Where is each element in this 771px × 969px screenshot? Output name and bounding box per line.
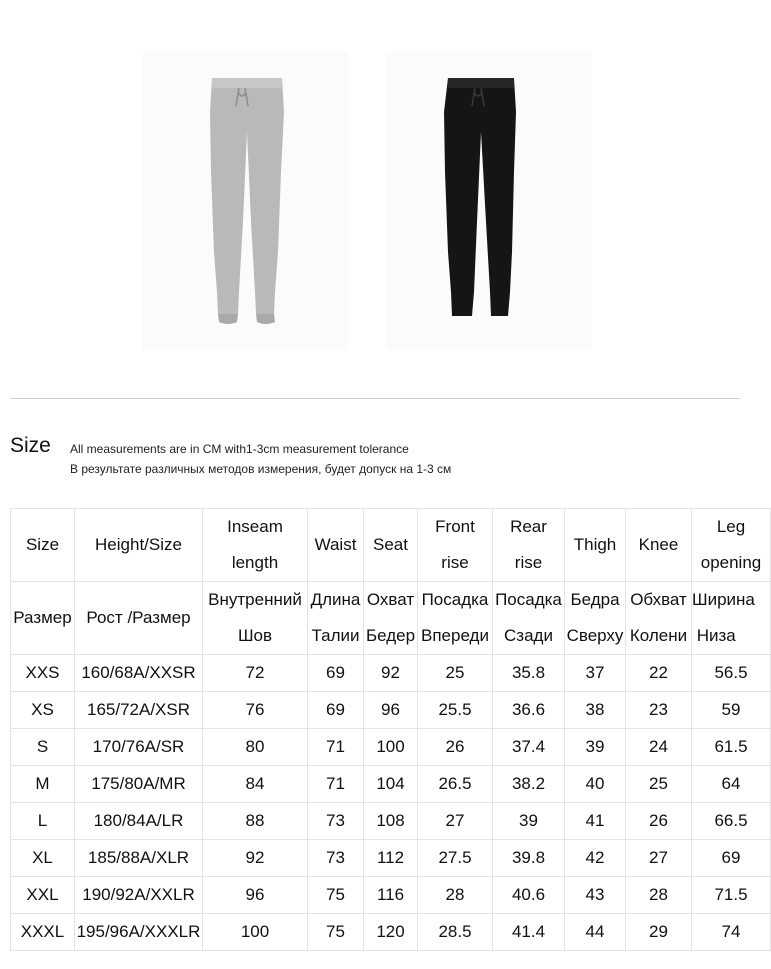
header-cell: Rear rise — [493, 509, 565, 582]
header-cell: Посадка Впереди — [418, 582, 493, 655]
header-cell: Seat — [364, 509, 418, 582]
header-cell: Leg opening — [692, 509, 771, 582]
header-cell: Front rise — [418, 509, 493, 582]
table-cell: 72 — [203, 655, 308, 692]
table-cell: 24 — [626, 729, 692, 766]
table-cell: 23 — [626, 692, 692, 729]
table-cell: 43 — [565, 877, 626, 914]
table-row — [11, 877, 771, 914]
header-cell: Ширина Низа — [692, 582, 771, 655]
table-cell: 75 — [308, 877, 364, 914]
measurement-note-ru: В результате различных методов измерения, будет допуск на 1-3 см — [70, 462, 452, 476]
table-cell: 69 — [308, 655, 364, 692]
table-cell: 71 — [308, 766, 364, 803]
table-row — [11, 914, 771, 951]
table-cell: 56.5 — [692, 655, 771, 692]
table-cell: 27 — [626, 840, 692, 877]
table-cell: 73 — [308, 840, 364, 877]
table-cell: 25 — [626, 766, 692, 803]
header-cell: Рост /Размер — [75, 582, 203, 655]
table-cell: 74 — [692, 914, 771, 951]
size-title: Size — [10, 434, 51, 457]
table-cell: 104 — [364, 766, 418, 803]
size-label-cell: M — [11, 766, 75, 803]
table-cell: 75 — [308, 914, 364, 951]
table-cell: 92 — [203, 840, 308, 877]
table-cell: 96 — [203, 877, 308, 914]
table-cell: 180/84A/LR — [75, 803, 203, 840]
table-cell: 59 — [692, 692, 771, 729]
table-cell: 37.4 — [493, 729, 565, 766]
table-cell: 28 — [626, 877, 692, 914]
table-cell: 29 — [626, 914, 692, 951]
table-cell: 175/80A/MR — [75, 766, 203, 803]
header-cell: Длина Талии — [308, 582, 364, 655]
table-cell: 25 — [418, 655, 493, 692]
header-cell: Thigh — [565, 509, 626, 582]
table-cell: 76 — [203, 692, 308, 729]
size-label-cell: XXL — [11, 877, 75, 914]
table-cell: 40 — [565, 766, 626, 803]
table-cell: 26 — [418, 729, 493, 766]
table-cell: 27.5 — [418, 840, 493, 877]
table-row — [11, 655, 771, 692]
table-cell: 165/72A/XSR — [75, 692, 203, 729]
table-cell: 22 — [626, 655, 692, 692]
header-cell: Height/Size — [75, 509, 203, 582]
table-cell: 108 — [364, 803, 418, 840]
table-cell: 36.6 — [493, 692, 565, 729]
header-row-ru — [11, 582, 771, 655]
measurement-note-en: All measurements are in CM with1-3cm measurement tolerance — [70, 442, 409, 456]
black-pants-image — [386, 52, 592, 350]
table-cell: 26 — [626, 803, 692, 840]
table-cell: 190/92A/XXLR — [75, 877, 203, 914]
header-cell: Обхват Колени — [626, 582, 692, 655]
header-cell: Размер — [11, 582, 75, 655]
size-label-cell: XS — [11, 692, 75, 729]
table-cell: 120 — [364, 914, 418, 951]
header-cell: Охват Бедер — [364, 582, 418, 655]
table-cell: 40.6 — [493, 877, 565, 914]
table-cell: 37 — [565, 655, 626, 692]
header-cell: Inseam length — [203, 509, 308, 582]
table-cell: 69 — [308, 692, 364, 729]
header-cell: Бедра Сверху — [565, 582, 626, 655]
table-cell: 73 — [308, 803, 364, 840]
table-cell: 27 — [418, 803, 493, 840]
table-cell: 39 — [493, 803, 565, 840]
table-cell: 41.4 — [493, 914, 565, 951]
table-cell: 112 — [364, 840, 418, 877]
size-label-cell: XL — [11, 840, 75, 877]
size-table-body — [11, 655, 771, 951]
header-cell: Внутренний Шов — [203, 582, 308, 655]
table-row — [11, 766, 771, 803]
table-cell: 38.2 — [493, 766, 565, 803]
table-cell: 116 — [364, 877, 418, 914]
table-cell: 38 — [565, 692, 626, 729]
table-cell: 160/68A/XXSR — [75, 655, 203, 692]
table-cell: 66.5 — [692, 803, 771, 840]
size-table — [10, 508, 771, 951]
size-table-container — [10, 508, 762, 954]
table-row — [11, 692, 771, 729]
table-cell: 28.5 — [418, 914, 493, 951]
product-photos — [0, 0, 750, 380]
table-cell: 96 — [364, 692, 418, 729]
table-cell: 88 — [203, 803, 308, 840]
table-cell: 42 — [565, 840, 626, 877]
table-row — [11, 840, 771, 877]
size-label-cell: L — [11, 803, 75, 840]
header-cell: Waist — [308, 509, 364, 582]
table-cell: 100 — [203, 914, 308, 951]
table-cell: 185/88A/XLR — [75, 840, 203, 877]
table-cell: 35.8 — [493, 655, 565, 692]
table-cell: 25.5 — [418, 692, 493, 729]
size-label-cell: S — [11, 729, 75, 766]
table-cell: 39.8 — [493, 840, 565, 877]
header-row-en — [11, 509, 771, 582]
grey-pants-image — [142, 52, 348, 350]
table-row — [11, 803, 771, 840]
table-cell: 100 — [364, 729, 418, 766]
table-cell: 71.5 — [692, 877, 771, 914]
section-divider — [10, 398, 740, 399]
table-cell: 80 — [203, 729, 308, 766]
table-cell: 28 — [418, 877, 493, 914]
table-cell: 26.5 — [418, 766, 493, 803]
size-label-cell: XXS — [11, 655, 75, 692]
header-cell: Посадка Сзади — [493, 582, 565, 655]
table-cell: 69 — [692, 840, 771, 877]
table-cell: 61.5 — [692, 729, 771, 766]
table-cell: 92 — [364, 655, 418, 692]
table-cell: 44 — [565, 914, 626, 951]
table-cell: 195/96A/XXXLR — [75, 914, 203, 951]
header-cell: Size — [11, 509, 75, 582]
table-cell: 64 — [692, 766, 771, 803]
table-cell: 71 — [308, 729, 364, 766]
table-row — [11, 729, 771, 766]
table-cell: 84 — [203, 766, 308, 803]
header-cell: Knee — [626, 509, 692, 582]
table-cell: 39 — [565, 729, 626, 766]
table-cell: 41 — [565, 803, 626, 840]
size-label-cell: XXXL — [11, 914, 75, 951]
table-cell: 170/76A/SR — [75, 729, 203, 766]
